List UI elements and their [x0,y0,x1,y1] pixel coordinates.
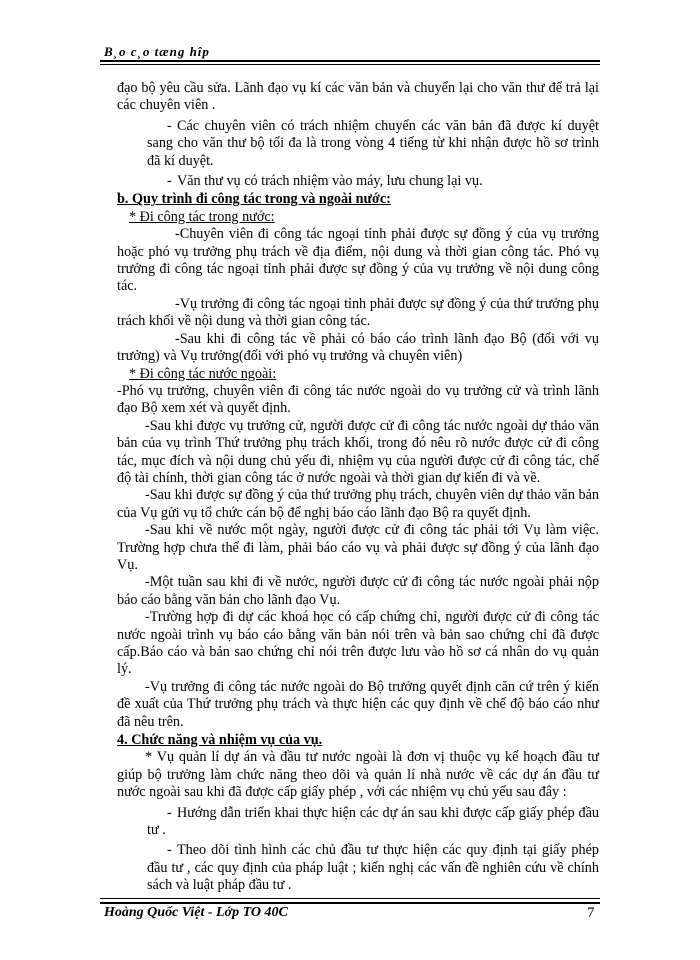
footer-author: Hoàng Quốc Việt - Lớp TO 40C [104,905,288,920]
paragraph: -Vụ trưởng đi công tác nước ngoài do Bộ trưởng quyết định căn cứ trên ý kiến đề xuất của Thứ trưởng phụ trách và thực hiện các quy định về chế độ báo cáo như đã nêu trên. [117,678,599,730]
page-number: 7 [587,905,595,921]
paragraph: -Vụ trưởng đi công tác ngoại tỉnh phải được sự đồng ý của thứ trưởng phụ trách khối về nội dung và thời gian công tác. [117,295,599,330]
bullet-text: Hướng dẫn triển khai thực hiện các dự án sau khi được cấp giấy phép đầu tư . [147,804,599,839]
header-rule [100,60,600,62]
paragraph: -Trường hợp đi dự các khoá học có cấp chứng chỉ, người được cử đi công tác nước ngoài trình vụ báo cáo bằng văn bản nói trên và bản sao chứng chỉ đã được cấp.Báo cáo và bản sao chứng chỉ nói trên được lưu vào hồ sơ cá nhân do vụ quản lý. [117,609,599,678]
paragraph: * Vụ quản lí dự án và đầu tư nước ngoài là đơn vị thuộc vụ kế hoạch đầu tư giúp bộ trưởng làm chức năng theo dõi và quản lí nhà nước về các dự án đầu tư nước ngoài sau khi đã được cấp giấy phép , với các nhiệm vụ chủ yếu sau đây : [117,749,599,801]
paragraph: -Sau khi về nước một ngày, người được cử đi công tác phải tới Vụ làm việc. Trường hợp chưa thể đi làm, phải báo cáo vụ và phải được sự đồng ý của lãnh đạo Vụ. [117,522,599,573]
paragraph: -Sau khi đi công tác về phải có báo cáo trình lãnh đạo Bộ (đối với vụ trưởng) và Vụ trưởng(đối với phó vụ trưởng và chuyên viên) [117,330,599,365]
footer-rule-thin [100,898,600,899]
bullet-text: Các chuyên viên có trách nhiệm chuyển các văn bản đã được kí duyệt sang cho văn thư bộ tối đa là trong vòng 4 tiếng từ khi nhận được hồ sơ trình đã kí duyệt. [147,117,599,169]
bullet-dash: - [167,173,172,190]
bullet-text: Văn thư vụ có trách nhiệm vào máy, lưu chung lại vụ. [177,173,483,190]
bullet-dash: - [167,842,172,859]
bullet-text: Theo dõi tình hình các chủ đầu tư thực hiện các quy định tại giấy phép đầu tư , các quy định của pháp luật ; kiến nghị các vấn đề nghiên cứu về chính sách và luật pháp đầu tư . [147,842,599,894]
bullet-item [117,805,599,840]
paragraph: -Một tuần sau khi đi về nước, người được cử đi công tác nước ngoài phải nộp báo cáo bằng văn bản cho lãnh đạo Vụ. [117,574,599,608]
paragraph: -Phó vụ trưởng, chuyên viên đi công tác nước ngoài do vụ trưởng cử và trình lãnh đạo Bộ xem xét và quyết định. [117,382,599,417]
subsection-domestic: * Đi công tác trong nước: [129,208,275,225]
paragraph: -Chuyên viên đi công tác ngoại tỉnh phải được sự đồng ý của vụ trưởng hoặc phó vụ trưởng phụ trách về địa điểm, nội dung và thời gian công tác. Phó vụ trưởng đi công tác ngoại tỉnh phải được sự đồng ý của vụ trưởng về nội dung công tác. [117,226,599,295]
bullet-dash: - [167,117,172,134]
section-heading-4: 4. Chức năng và nhiệm vụ của vụ. [117,732,323,749]
footer-rule [100,902,600,904]
bullet-item [117,118,599,170]
document-body [117,80,599,895]
subsection-abroad: * Đi công tác nước ngoài: [129,365,277,382]
bullet-dash: - [167,804,172,821]
bullet-item [117,842,599,894]
paragraph: -Sau khi được sự đồng ý của thứ trưởng phụ trách, chuyên viên dự thảo văn bản của Vụ gửi vụ tổ chức cán bộ để nghị báo cáo lãnh đạo Bộ ra quyết định. [117,487,599,521]
paragraph: -Sau khi được vụ trưởng cử, người được cử đi công tác nước ngoài dự thảo văn bản của vụ trình Thứ trưởng phụ trách khối, trong đó nêu rõ nước được cử đi công tác, mục đích và nội dung chủ yếu đi, nhiệm vụ của người được cử đi công tác, chế độ tài chính, thời gian công tác ở nước ngoài và thời gian dự kiến đi và về. [117,417,599,486]
bullet-item [117,173,599,190]
section-heading-b: b. Quy trình đi công tác trong và ngoài nước: [117,191,391,208]
header-rule-thin [100,64,600,65]
page-header: B¸o c¸o tæng hîp [104,44,210,59]
paragraph: đạo bộ yêu cầu sửa. Lãnh đạo vụ kí các văn bản và chuyển lại cho văn thư để trả lại các chuyên viên . [117,80,599,114]
